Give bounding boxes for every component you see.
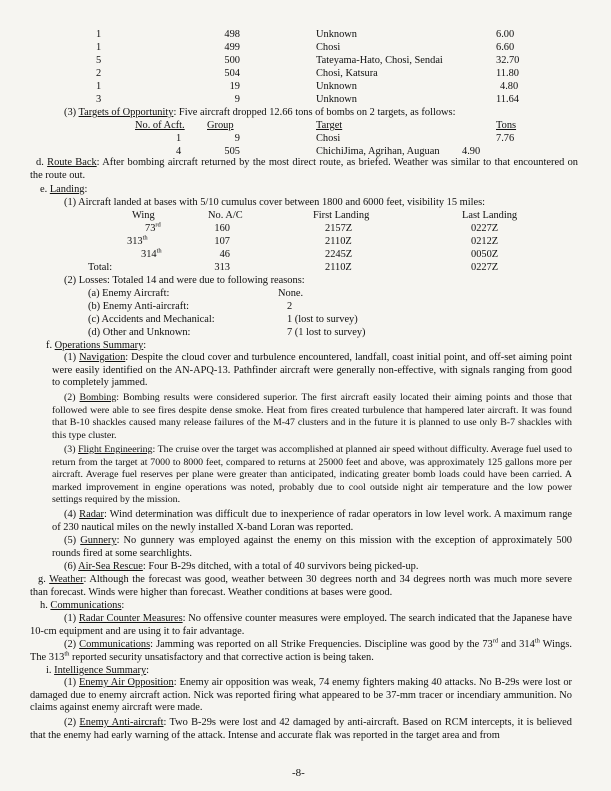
loss-label: (c) Accidents and Mechanical:	[88, 314, 215, 325]
landing-item-1	[64, 197, 485, 209]
communications-item-2-paragraph	[30, 639, 572, 664]
communications-heading-line: h. Communications:	[40, 600, 125, 611]
enemy-air-opposition-text: : Enemy air opposition was weak, 74 enemy fighters making 40 attacks. No B-29s were lost or damaged due to enemy aircraft action. Nick was reported firing what appeared to be 37-mm tracer or incendiary ammunition. No claims against enemy aircraft were made.	[30, 677, 572, 714]
navigation-paragraph	[52, 352, 572, 390]
total-label: Total:	[88, 262, 113, 273]
landing-heading: Landing	[49, 184, 85, 195]
loss-label: (b) Enemy Anti-aircraft:	[88, 301, 189, 312]
communications-item-2-heading: Communications	[79, 639, 151, 650]
section-label: g.	[38, 574, 46, 585]
no-ac-cell: 46	[219, 249, 230, 260]
no-ac-cell: 107	[214, 236, 230, 247]
bombing-text: : Bombing results were considered superior. The first aircraft easily located their aiming points and those that followed were able to see fires despite dense smoke. Heat from fires created turbulence that hampered later aircraft. It was found that B-10 shackles caused many release failures of the M-47 clusters and in the future it is planned to use only B-7 shackles with this type cluster.	[52, 392, 573, 441]
section-label: e.	[40, 184, 48, 195]
loss-label: (a) Enemy Aircraft:	[88, 288, 170, 299]
wing-number: 73	[145, 223, 156, 234]
intelligence-summary-heading-line: i. Intelligence Summary:	[46, 665, 150, 676]
landing-item-1-text: Aircraft landed at bases with 5/10 cumulus cover between 1800 and 6000 feet, visibility 15 miles:	[78, 197, 486, 208]
flight-engineering-paragraph	[52, 444, 572, 507]
total-no-ac: 313	[214, 262, 230, 273]
tons-cell: 4.80	[500, 81, 519, 92]
landing-heading-line: e. Landing:	[40, 184, 88, 195]
section-label: f.	[46, 340, 53, 351]
item-number: (1)	[64, 613, 77, 624]
ordinal-suffix: th	[142, 234, 148, 242]
wing-number: 313	[127, 236, 143, 247]
opp-tons-cell: 7.76	[496, 133, 515, 144]
group-cell: 19	[229, 81, 240, 92]
item-number: (1)	[64, 197, 77, 208]
col-header-tons: Tons	[496, 120, 517, 131]
first-landing-cell: 2157Z	[325, 223, 353, 234]
air-sea-rescue-line	[64, 561, 418, 573]
operations-summary-heading: Operations Summary	[54, 340, 144, 351]
group-cell: 498	[224, 29, 240, 40]
tons-cell: 11.80	[496, 68, 519, 79]
loss-value: None.	[278, 288, 304, 299]
tons-cell: 6.60	[496, 42, 515, 53]
total-last-landing: 0227Z	[471, 262, 499, 273]
navigation-heading: Navigation	[79, 352, 126, 363]
communications-text: and 314	[498, 639, 535, 650]
opp-acft-cell: 1	[176, 133, 182, 144]
last-landing-cell: 0227Z	[471, 223, 499, 234]
loss-value: 1 (lost to survey)	[287, 314, 358, 325]
target-cell: Chosi, Katsura	[316, 68, 378, 79]
targets-of-opportunity-text: : Five aircraft dropped 12.66 tons of bombs on 2 targets, as follows:	[173, 107, 456, 118]
acft-cell: 1	[96, 42, 102, 53]
tons-cell: 11.64	[496, 94, 519, 105]
opp-group-cell: 9	[234, 133, 240, 144]
group-cell: 9	[234, 94, 240, 105]
wing-number: 314	[141, 249, 157, 260]
item-number: (1)	[64, 677, 77, 688]
item-number: (2)	[64, 275, 77, 286]
item-number: (5)	[64, 535, 77, 546]
ordinal-suffix: th	[64, 650, 70, 658]
page-number: -8-	[292, 767, 305, 779]
acft-cell: 1	[96, 29, 102, 40]
tons-cell: 6.00	[496, 29, 515, 40]
bombing-paragraph	[52, 392, 572, 442]
target-cell: Unknown	[316, 94, 357, 105]
loss-label: (d) Other and Unknown:	[88, 327, 191, 338]
item-number: (1)	[64, 352, 77, 363]
enemy-air-opposition-heading: Enemy Air Opposition	[79, 677, 174, 688]
targets-of-opportunity-line	[64, 107, 455, 119]
communications-heading: Communications	[50, 600, 122, 611]
radar-counter-measures-text: : No offensive counter measures were employed. The search indicated that the Japanese have 10-cm equipment and are using it to fair advantage.	[30, 613, 572, 637]
wing-cell	[145, 223, 161, 235]
section-label: d.	[36, 157, 44, 168]
landing-item-2-text: Losses: Totaled 14 and were due to following reasons:	[78, 275, 305, 286]
item-number: (2)	[64, 639, 77, 650]
air-sea-rescue-text: : Four B-29s ditched, with a total of 40 survivors being picked-up.	[142, 561, 419, 572]
group-cell: 499	[224, 42, 240, 53]
gunnery-paragraph	[52, 535, 572, 560]
item-number: (6)	[64, 561, 77, 572]
acft-cell: 3	[96, 94, 102, 105]
ordinal-suffix: th	[534, 637, 540, 645]
landing-col-first: First Landing	[313, 210, 370, 221]
navigation-text: : Despite the cloud cover and turbulence encountered, landfall, coast initial point, and off-set aiming point were easily identified on the AN-APQ-13. Pathfinder aircraft were generally non-effective, with signals ranging from good to completely jammed.	[52, 352, 572, 389]
radar-counter-measures-paragraph	[30, 613, 572, 638]
opp-tons-cell: 4.90	[462, 146, 481, 157]
item-number: (3)	[64, 444, 76, 455]
radar-counter-measures-heading: Radar Counter Measures	[78, 613, 183, 624]
ordinal-suffix: rd	[492, 637, 499, 645]
opp-target-cell: Chosi	[316, 133, 341, 144]
first-landing-cell: 2245Z	[325, 249, 353, 260]
acft-cell: 5	[96, 55, 102, 66]
section-label: h.	[40, 600, 48, 611]
radar-text: : Wind determination was difficult due to inexperience of radar operators in low level work. A maximum range of 230 nautical miles on the newly installed X-band Loran was reported.	[52, 509, 572, 533]
item-number: (2)	[64, 392, 76, 403]
landing-col-no-ac: No. A/C	[208, 210, 243, 221]
target-cell: Chosi	[316, 42, 341, 53]
landing-col-last: Last Landing	[462, 210, 518, 221]
operations-summary-heading-line: f. Operations Summary:	[46, 340, 147, 351]
ordinal-suffix: rd	[155, 221, 161, 229]
opp-target-cell: ChichiJima, Agrihan, Auguan	[316, 146, 440, 157]
flight-engineering-heading: Flight Engineering	[78, 444, 153, 455]
targets-of-opportunity-heading: Targets of Opportunity	[78, 107, 174, 118]
tons-cell: 32.70	[496, 55, 520, 66]
acft-cell: 1	[96, 81, 102, 92]
ordinal-suffix: th	[156, 247, 162, 255]
enemy-anti-aircraft-paragraph	[30, 717, 572, 742]
group-cell: 504	[224, 68, 240, 79]
loss-value: 7 (1 lost to survey)	[287, 327, 366, 338]
first-landing-cell: 2110Z	[325, 236, 352, 247]
gunnery-text: : No gunnery was employed against the enemy on this mission with the exception of approximately 500 rounds fired at some searchlights.	[52, 535, 572, 559]
opp-group-cell: 505	[224, 146, 240, 157]
item-number: (2)	[64, 717, 77, 728]
wing-cell	[127, 236, 148, 248]
acft-cell: 2	[96, 68, 102, 79]
radar-heading: Radar	[79, 509, 104, 520]
target-cell: Unknown	[316, 29, 357, 40]
target-cell: Tateyama-Hato, Chosi, Sendai	[316, 55, 443, 66]
air-sea-rescue-heading: Air-Sea Rescue	[78, 561, 143, 572]
group-cell: 500	[224, 55, 240, 66]
flight-engineering-text: : The cruise over the target was accomplished at planned air speed without difficulty. Average fuel used to return from the target at 7000 to 8000 feet, compared to returns at 25000 feet and above, was approximately 125 gallons more per aircraft. Average fuel reserves per plane were greater than anticipated, indicating greater bomb loads could have been carried. A marked improvement in engine operations was noted, probably due to cool outside night air temperature and the low power settings required by the mission.	[52, 444, 573, 506]
route-back-paragraph	[30, 157, 578, 182]
item-number: (3)	[64, 107, 77, 118]
opp-acft-cell: 4	[176, 146, 182, 157]
weather-paragraph	[30, 574, 572, 599]
total-first-landing: 2110Z	[325, 262, 352, 273]
enemy-anti-aircraft-heading: Enemy Anti-aircraft	[79, 717, 164, 728]
route-back-heading: Route Back	[47, 157, 97, 168]
col-header-group: Group	[207, 120, 234, 131]
weather-heading: Weather	[49, 574, 84, 585]
col-header-acft: No. of Acft.	[135, 120, 185, 131]
landing-col-wing: Wing	[132, 210, 155, 221]
weather-text: : Although the forecast was good, weather between 30 degrees north and 34 degrees north was much more severe than forecast. Winds were higher than forecast. Weather conditions at bases were good.	[30, 574, 572, 598]
gunnery-heading: Gunnery	[80, 535, 117, 546]
last-landing-cell: 0050Z	[471, 249, 499, 260]
no-ac-cell: 160	[214, 223, 230, 234]
target-cell: Unknown	[316, 81, 357, 92]
communications-text: : Jamming was reported on all Strike Frequencies. Discipline was good by the 73	[150, 639, 493, 650]
communications-text: Wings. The 313	[30, 639, 572, 663]
intelligence-summary-heading: Intelligence Summary	[54, 665, 147, 676]
loss-value: 2	[287, 301, 293, 312]
col-header-target: Target	[316, 120, 343, 131]
communications-text: reported security unsatisfactory and that corrective action is being taken.	[69, 651, 374, 663]
wing-cell	[141, 249, 162, 261]
item-number: (4)	[64, 509, 77, 520]
bombing-heading: Bombing	[79, 392, 117, 403]
section-label: i.	[46, 665, 52, 676]
route-back-text: : After bombing aircraft returned by the most direct route, as briefed. Weather was similar to that encountered on the route out.	[30, 157, 578, 181]
enemy-air-opposition-paragraph	[30, 677, 572, 715]
radar-paragraph	[52, 509, 572, 534]
landing-item-2	[64, 275, 305, 287]
enemy-anti-aircraft-text: : Two B-29s were lost and 42 damaged by anti-aircraft. Based on RCM intercepts, it is believed that the enemy had early warning of the attack. Intense and accurate flak was reported in the target area and from	[30, 717, 572, 741]
last-landing-cell: 0212Z	[471, 236, 499, 247]
